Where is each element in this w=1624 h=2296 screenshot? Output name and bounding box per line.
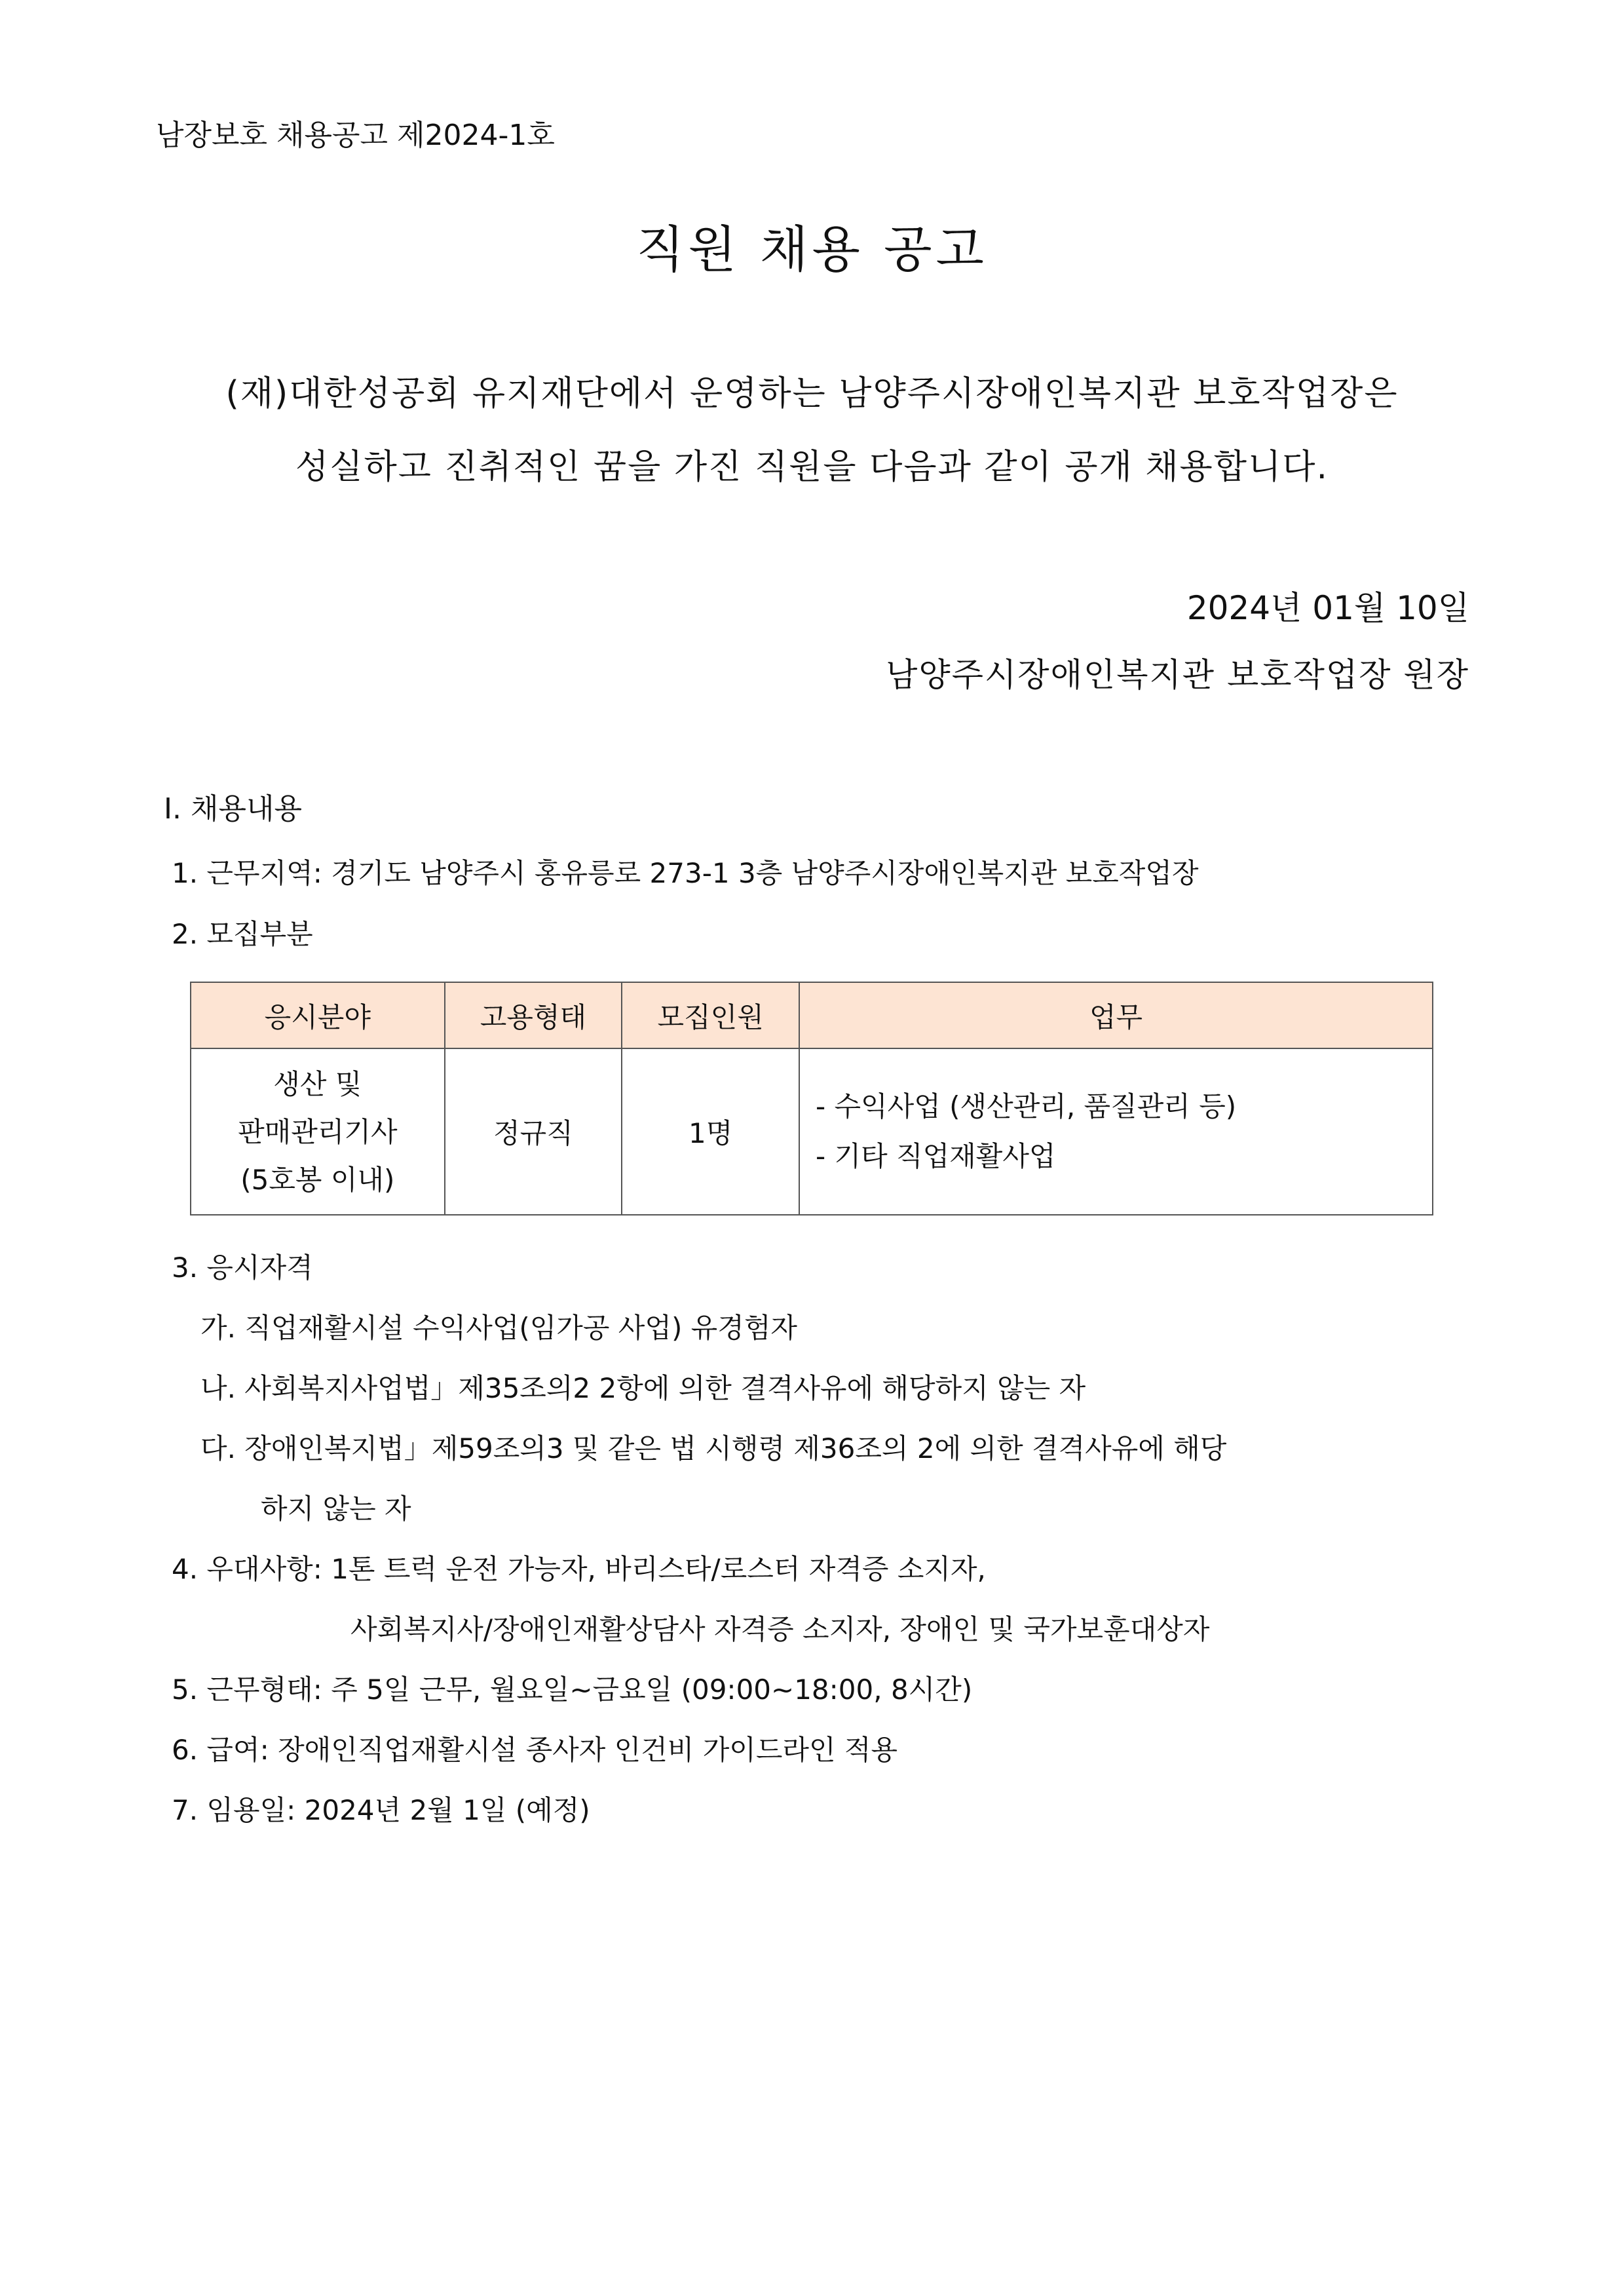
start-date: 7. 임용일: 2024년 2월 1일 (예정) bbox=[172, 1794, 590, 1826]
duty-line: - 기타 직업재활사업 bbox=[816, 1140, 1056, 1172]
field-line: 생산 및 bbox=[273, 1067, 362, 1100]
table-header-cell: 모집인원 bbox=[622, 982, 799, 1048]
preferences-continued: 사회복지사/장애인재활상담사 자격증 소지자, 장애인 및 국가보훈대상자 bbox=[350, 1613, 1210, 1645]
table-header-row bbox=[191, 982, 1433, 1048]
table-row bbox=[191, 1048, 1433, 1215]
preferences: 4. 우대사항: 1톤 트럭 운전 가능자, 바리스타/로스터 자격증 소지자, bbox=[172, 1553, 986, 1585]
announcement-date: 2024년 01월 10일 bbox=[1186, 589, 1469, 627]
issuer-name: 남양주시장애인복지관 보호작업장 원장 bbox=[886, 656, 1469, 694]
duties-cell bbox=[799, 1048, 1433, 1215]
table-header-cell: 업무 bbox=[799, 982, 1433, 1048]
headcount-cell: 1명 bbox=[622, 1048, 799, 1215]
employment-type-cell: 정규직 bbox=[445, 1048, 622, 1215]
recruitment-table bbox=[190, 982, 1433, 1215]
duty-line: - 수익사업 (생산관리, 품질관리 등) bbox=[816, 1090, 1237, 1122]
field-line: 판매관리기사 bbox=[238, 1115, 398, 1148]
qualification-b: 나. 사회복지사업법」제35조의2 2항에 의한 결격사유에 해당하지 않는 자 bbox=[200, 1372, 1086, 1404]
notice-number: 남장보호 채용공고 제2024-1호 bbox=[156, 119, 555, 152]
qualification-a: 가. 직업재활시설 수익사업(임가공 사업) 유경험자 bbox=[200, 1312, 797, 1344]
page-title: 직원 채용 공고 bbox=[636, 220, 988, 278]
table-header-cell: 응시분야 bbox=[191, 982, 445, 1048]
qualification-c-continued: 하지 않는 자 bbox=[261, 1493, 411, 1525]
salary: 6. 급여: 장애인직업재활시설 종사자 인건비 가이드라인 적용 bbox=[172, 1734, 898, 1766]
work-location: 1. 근무지역: 경기도 남양주시 홍유릉로 273-1 3층 남양주시장애인복지관 보호작업장 bbox=[172, 857, 1199, 889]
field-cell bbox=[191, 1048, 445, 1215]
recruitment-heading: 2. 모집부분 bbox=[172, 918, 313, 950]
intro-line-2: 성실하고 진취적인 꿈을 가진 직원을 다음과 같이 공개 채용합니다. bbox=[295, 448, 1329, 487]
intro-line-1: (재)대한성공회 유지재단에서 운영하는 남양주시장애인복지관 보호작업장은 bbox=[225, 374, 1399, 413]
work-schedule: 5. 근무형태: 주 5일 근무, 월요일~금요일 (09:00~18:00, 8시간) bbox=[172, 1674, 973, 1706]
section-heading: Ⅰ. 채용내용 bbox=[164, 792, 302, 826]
qualification-c: 다. 장애인복지법」제59조의3 및 같은 법 시행령 제36조의 2에 의한 결격사유에 해당 bbox=[200, 1432, 1227, 1464]
qualifications-heading: 3. 응시자격 bbox=[172, 1252, 313, 1284]
field-line: (5호봉 이내) bbox=[240, 1163, 395, 1196]
table-header-cell: 고용형태 bbox=[445, 982, 622, 1048]
